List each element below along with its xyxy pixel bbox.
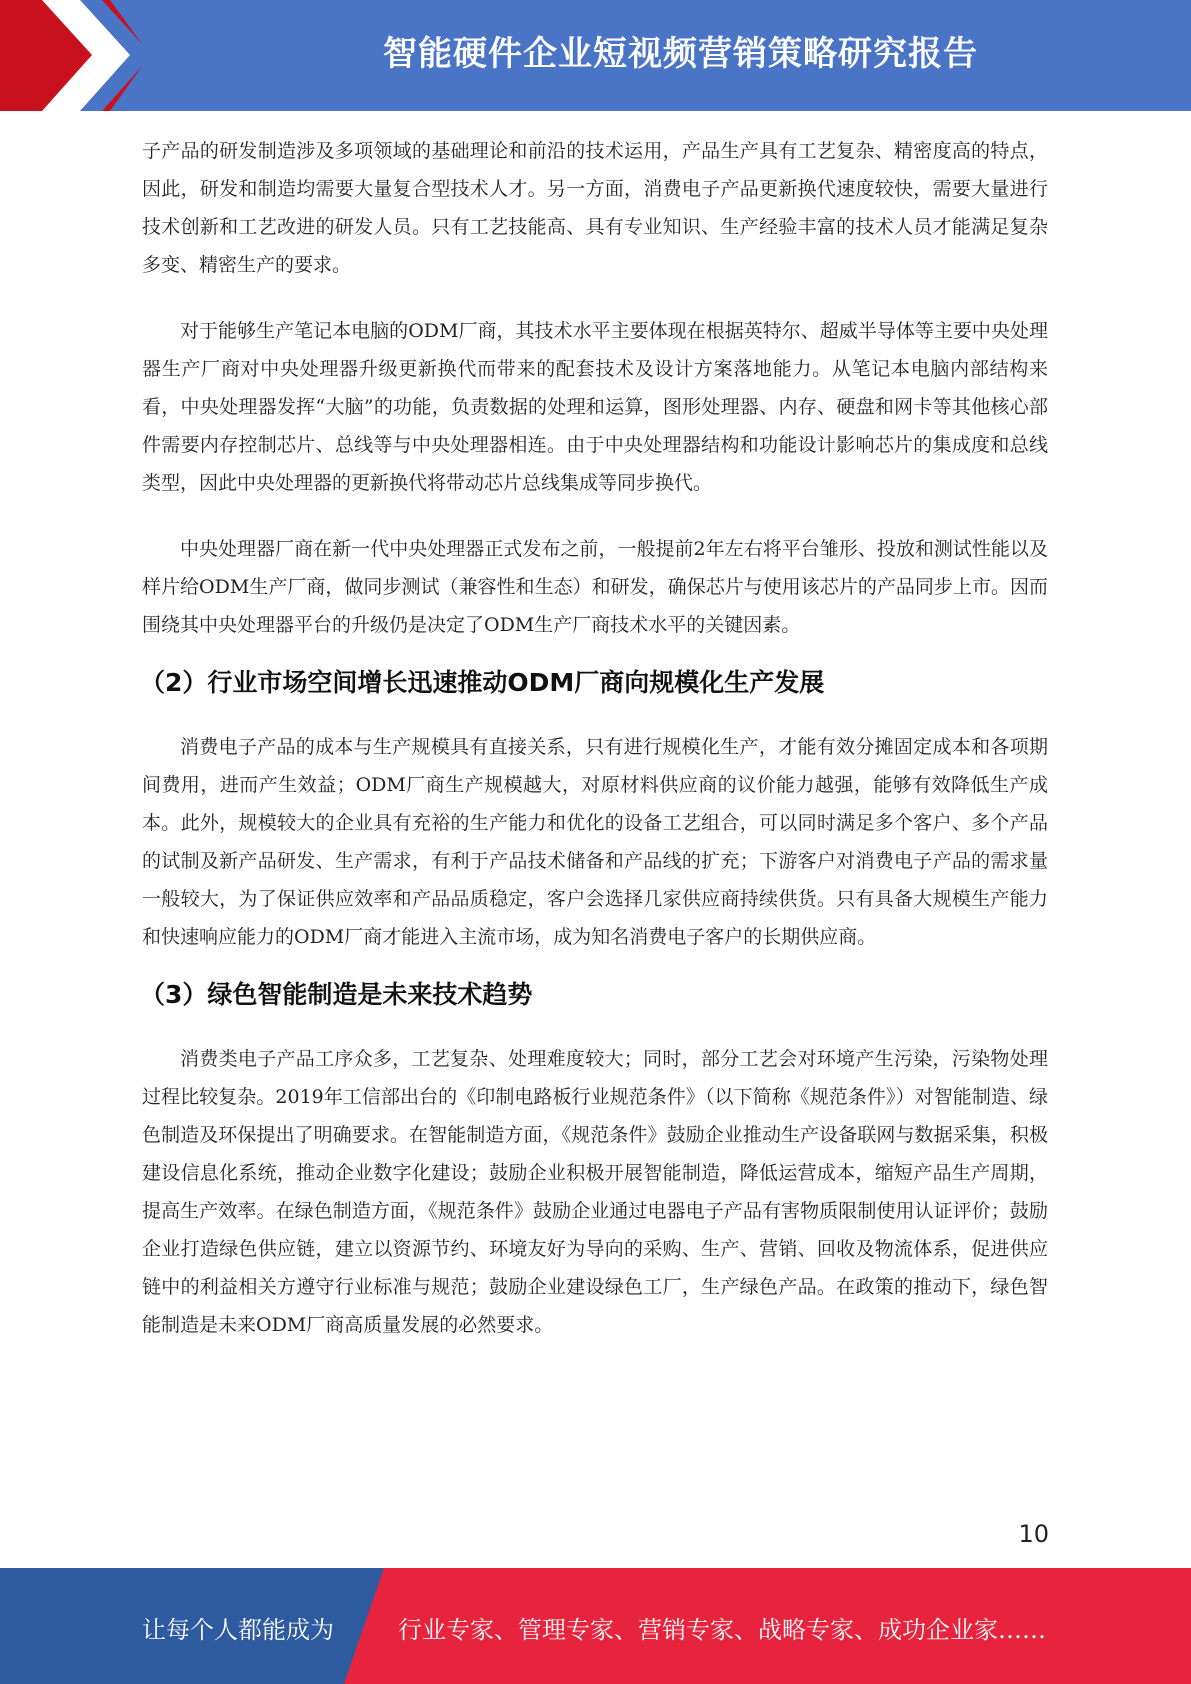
report-title: 智能硬件企业短视频营销策略研究报告 — [383, 34, 978, 74]
paragraph: 消费电子产品的成本与生产规模具有直接关系，只有进行规模化生产，才能有效分摊固定成本和各项期间费用，进而产生效益；ODM厂商生产规模越大，对原材料供应商的议价能力越强，能够有效降低生产成本。此外，规模较大的企业具有充裕的生产能力和优化的设备工艺组合，可以同时满足多个客户、多个产品的试制及新产品研发、生产需求，有利于产品技术储备和产品线的扩充；下游客户对消费电子产品的需求量一般较大，为了保证供应效率和产品品质稳定，客户会选择几家供应商持续供货。只有具备大规模生产能力和快速响应能力的ODM厂商才能进入主流市场，成为知名消费电子客户的长期供应商。 — [142, 736, 1048, 948]
footer-slogan-right: 行业专家、管理专家、营销专家、战略专家、成功企业家…… — [398, 1616, 1046, 1644]
section-heading: （3）绿色智能制造是未来技术趋势 — [140, 980, 533, 1009]
page-header — [0, 0, 1191, 111]
paragraph: 消费类电子产品工序众多，工艺复杂、处理难度较大；同时，部分工艺会对环境产生污染，污染物处理过程比较复杂。2019年工信部出台的《印制电路板行业规范条件》（以下简称《规范条件》）对智能制造、绿色制造及环保提出了明确要求。在智能制造方面，《规范条件》鼓励企业推动生产设备联网与数据采集，积极建设信息化系统，推动企业数字化建设；鼓励企业积极开展智能制造，降低运营成本，缩短产品生产周期，提高生产效率。在绿色制造方面，《规范条件》鼓励企业通过电器电子产品有害物质限制使用认证评价；鼓励企业打造绿色供应链，建立以资源节约、环境友好为导向的采购、生产、营销、回收及物流体系，促进供应链中的利益相关方遵守行业标准与规范；鼓励企业建设绿色工厂，生产绿色产品。在政策的推动下，绿色智能制造是未来ODM厂商高质量发展的必然要求。 — [142, 1048, 1048, 1336]
footer-slogan-left: 让每个人都能成为 — [142, 1616, 334, 1644]
page-footer — [0, 1568, 1191, 1684]
section-heading: （2）行业市场空间增长迅速推动ODM厂商向规模化生产发展 — [140, 668, 825, 697]
paragraph: 子产品的研发制造涉及多项领域的基础理论和前沿的技术运用，产品生产具有工艺复杂、精密度高的特点，因此，研发和制造均需要大量复合型技术人才。另一方面，消费电子产品更新换代速度较快，需要大量进行技术创新和工艺改进的研发人员。只有工艺技能高、具有专业知识、生产经验丰富的技术人员才能满足复杂多变、精密生产的要求。 — [142, 140, 1048, 276]
page-number: 10 — [1018, 1520, 1049, 1548]
page-body — [142, 132, 1048, 1344]
paragraph: 中央处理器厂商在新一代中央处理器正式发布之前，一般提前2年左右将平台雏形、投放和测试性能以及样片给ODM生产厂商，做同步测试（兼容性和生态）和研发，确保芯片与使用该芯片的产品同步上市。因而围绕其中央处理器平台的升级仍是决定了ODM生产厂商技术水平的关键因素。 — [142, 538, 1048, 636]
paragraph: 对于能够生产笔记本电脑的ODM厂商，其技术水平主要体现在根据英特尔、超威半导体等主要中央处理器生产厂商对中央处理器升级更新换代而带来的配套技术及设计方案落地能力。从笔记本电脑内部结构来看，中央处理器发挥“大脑”的功能，负责数据的处理和运算，图形处理器、内存、硬盘和网卡等其他核心部件需要内存控制芯片、总线等与中央处理器相连。由于中央处理器结构和功能设计影响芯片的集成度和总线类型，因此中央处理器的更新换代将带动芯片总线集成等同步换代。 — [142, 320, 1048, 494]
